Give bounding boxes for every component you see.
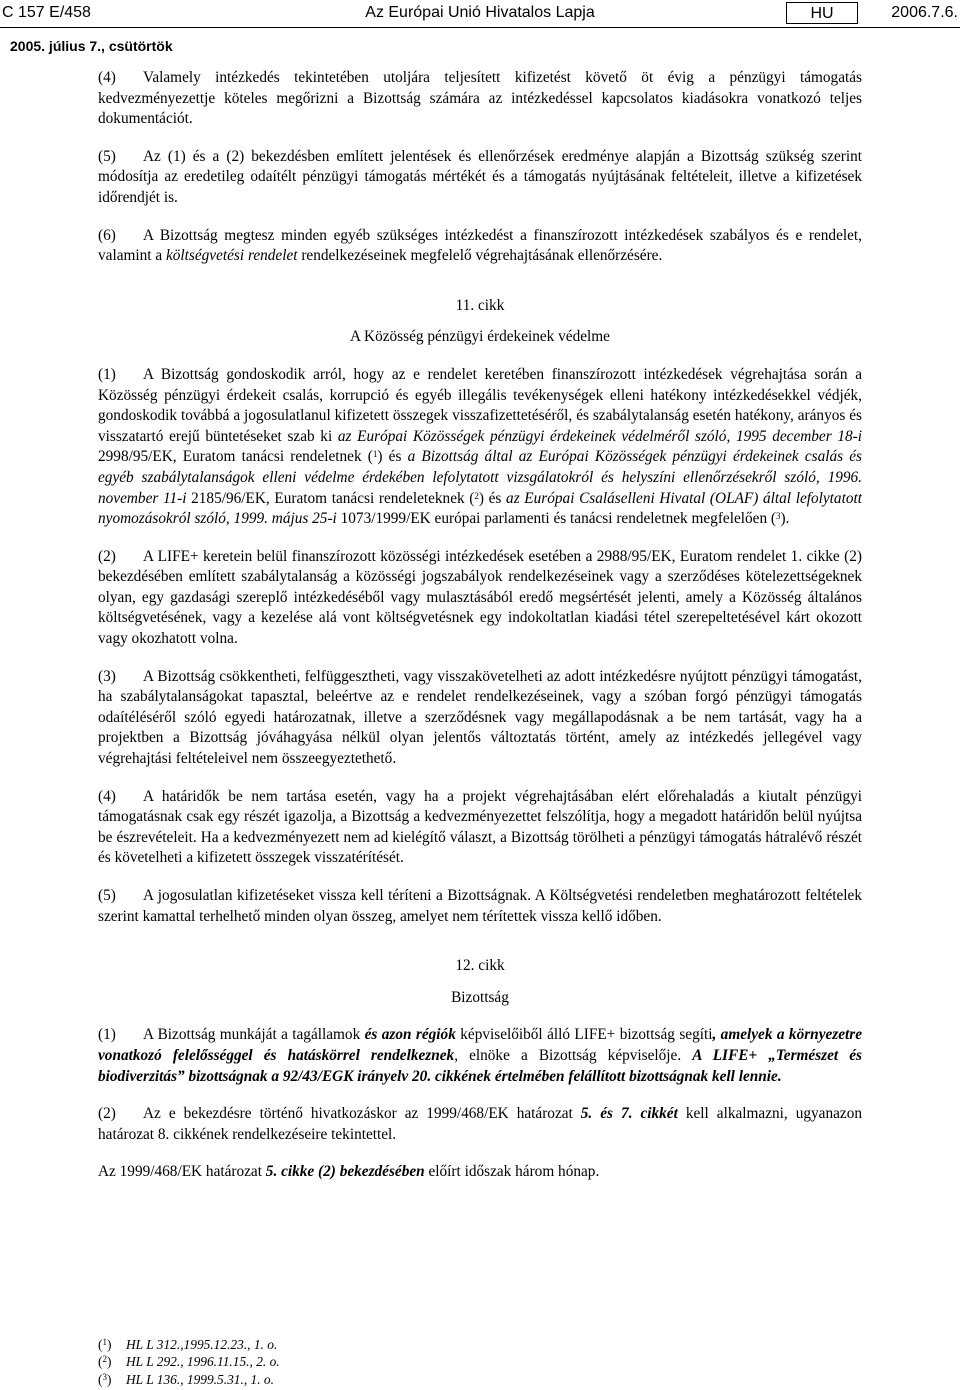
header-rule: [0, 27, 960, 28]
footnote-ref-2[interactable]: 2: [474, 490, 479, 501]
paragraph-text: A határidők be nem tartása esetén, vagy ha a projekt végrehajtásában elért előrehaladás a kiutalt pénzügyi támogatásnak csak egy részét igazolja, a Bizottság a kedvezményezettet felszólítja, hogy a megadott határidőn belül nyújtsa be észrevételeit. Ha a kedvezményezett nem ad kielégítő választ, a Bizottság törölheti a pénzügyi támogatás hátralévő részét és követelheti a kifizetett összegek visszatérítését.: [98, 787, 862, 867]
paragraph-11-4: [98, 787, 862, 869]
paragraph-text: Az e bekezdésre történő hivatkozáskor az 1999/468/EK határozat: [143, 1105, 581, 1123]
paragraph-text: , elnöke a Bizottság képviselője.: [454, 1046, 693, 1064]
paragraph-text: rendelkezéseinek megfelelő végrehajtásának ellenőrzésére.: [297, 247, 663, 265]
footnote-ref-3[interactable]: 3: [776, 511, 781, 522]
paragraph-10-4: [98, 68, 862, 130]
paragraph-10-5: [98, 147, 862, 209]
amendment-bold-italic-text: 5. cikke (2) bekezdésében: [265, 1163, 425, 1181]
paragraph-text: A Bizottság gondoskodik arról, hogy az e rendelet keretében finanszírozott intézkedések végrehajtása során a Közösség pénzügyi érdekeit csalás, korrupció és egyéb illegális tevékenységek elleni hatékony intézkedésekkel védjék, gondoskodik továbbá a jogosulatlanul kifizetett összegek visszafizettetéséről, és szabálytalanság esetén hatékony, arányos és visszatartó erejű büntetéseket szab ki: [98, 365, 862, 445]
paragraph-text: kell alkalmazni, ugyanazon határozat 8. cikkének rendelkezéseire tekintettel.: [98, 1105, 862, 1143]
amendment-bold-italic-text: 5. és 7. cikkét: [580, 1105, 678, 1123]
paragraph-italic-text: költségvetési rendelet: [165, 247, 298, 265]
paragraph-text: 2185/96/EK, Euratom tanácsi rendeleteknek (: [186, 489, 475, 507]
paragraph-number: (1): [98, 1026, 116, 1044]
paragraph-text: ).: [780, 510, 790, 528]
paragraph-11-3: [98, 667, 862, 770]
article-11-title: A Közösség pénzügyi érdekeinek védelme: [350, 328, 610, 346]
footnote-text: HL L 292., 1996.11.15., 2. o.: [126, 1354, 280, 1370]
paragraph-text: A Bizottság csökkentheti, felfüggesztheti, vagy visszakövetelheti az adott intézkedésre nyújtott pénzügyi támogatást, ha szabálytalanságokat tapasztal, beleértve az e rendelet rendelkezéseinek, vagy a szóban forgó pénzügyi támogatás odaítéléséről szóló egyedi határozatnak, illetve a szerződésnek vagy megállapodásnak a be nem tartását, vagy ha a projektben a Bizottság jóváhagyása nélkül olyan jelentős változtatás történt, amely az intézkedés jellegével vagy végrehajtási feltételeivel nem összeegyeztethető.: [98, 667, 862, 768]
paragraph-number: (2): [98, 1105, 116, 1123]
amendment-bold-italic-text: , amelyek a környezetre vonatkozó felelősséggel és hatáskörrel rendelkeznek: [98, 1026, 863, 1064]
paragraph-text: 1073/1999/EK európai parlamenti és tanácsi rendeletnek megfelelően (: [336, 510, 777, 528]
paragraph-number: (1): [98, 365, 116, 383]
paragraph-12-2: [98, 1104, 862, 1145]
journal-reference: C 157 E/458: [2, 4, 91, 21]
paragraph-number: (4): [98, 69, 116, 86]
footnote-3: ($^3$) HL L 136., 1999.5.31., 1. o.: [98, 1371, 274, 1387]
paragraph-number: (3): [98, 667, 116, 685]
footnote-number: 3: [102, 1371, 107, 1382]
paragraph-number: (2): [98, 547, 116, 565]
paragraph-11-2: [98, 547, 862, 650]
session-dateline: 2005. július 7., csütörtök: [10, 38, 173, 54]
paragraph-text: 2998/95/EK, Euratom tanácsi rendeletnek (: [98, 448, 373, 466]
amendment-bold-italic-text: A LIFE+ „Természet és biodiverzitás” bizottságnak a 92/43/EGK irányelv 20. cikkének értelmében felállított bizottságnak kell lennie.: [98, 1046, 862, 1085]
paragraph-number: (4): [98, 787, 116, 805]
paragraph-text: Az 1999/468/EK határozat: [98, 1163, 266, 1181]
paragraph-italic-text: a Bizottság által az Európai Közösségek pénzügyi érdekeinek csalás és egyéb szabálytalanságok elleni védelme érdekében lefolytatott vizsgálatokról és helyszíni ellenőrzésekről szóló, 1996. november 11-i: [98, 448, 862, 507]
paragraph-text: A Bizottság munkáját a tagállamok: [143, 1026, 365, 1044]
page-header: [2, 2, 958, 26]
paragraph-number: (5): [98, 887, 116, 904]
article-12-title: Bizottság: [451, 988, 509, 1006]
paragraph-text: Az (1) és a (2) bekezdésben említett jelentések és ellenőrzések eredménye alapján a Bizottság szükség szerint módosítja az eredetileg odaítélt pénzügyi támogatás mértékét és a támogatás nyújtásának feltételeit, illetve a kifizetések időrendjét is.: [98, 147, 862, 206]
footnote-number: 1: [102, 1337, 107, 1347]
paragraph-number: (5): [98, 147, 116, 165]
footnotes: [98, 1336, 698, 1388]
paragraph-10-6: [98, 226, 862, 267]
footnote-1: ($^1$) HL L 312.,1995.12.23., 1. o.: [98, 1337, 278, 1352]
article-11-number: 11. cikk: [455, 296, 505, 314]
paragraph-12-3: [98, 1162, 862, 1183]
paragraph-text: képviselőiből álló LIFE+ bizottság segíti: [455, 1026, 713, 1044]
paragraph-italic-text: az Európai Csaláselleni Hivatal (OLAF) által lefolytatott nyomozásokról szóló, 1999. május 25-i: [98, 489, 862, 528]
publication-date: 2006.7.6.: [891, 4, 958, 21]
paragraph-italic-text: az Európai Közösségek pénzügyi érdekeinek védelméről szóló, 1995 december 18-i: [337, 427, 862, 445]
document-body: [98, 68, 862, 1200]
paragraph-text: Valamely intézkedés tekintetében utoljára teljesített kifizetést követő öt évig a pénzügyi támogatás kedvezményezettje köteles megőrizni a Bizottság számára az intézkedéssel kapcsolatos kiadásokra vonatkozó teljes dokumentációt.: [98, 69, 862, 128]
footnote-ref-1[interactable]: 1: [372, 449, 378, 460]
paragraph-text: ) és: [377, 448, 408, 466]
paragraph-text: ) és: [478, 489, 507, 507]
language-badge: HU: [786, 2, 858, 24]
paragraph-number: (6): [98, 226, 116, 244]
paragraph-text: A jogosulatlan kifizetéseket vissza kell téríteni a Bizottságnak. A Költségvetési rendeletben meghatározott feltételek szerint kamattal terhelhető minden olyan összeg, amelyet nem térítettek vissza kellő időben.: [98, 887, 862, 925]
footnote-text: HL L 312.,1995.12.23., 1. o.: [126, 1337, 278, 1352]
paragraph-text: A LIFE+ keretein belül finanszírozott közösségi intézkedések esetében a 2988/95/EK, Euratom rendelet 1. cikke (2) bekezdésében említett szabálytalanság a közösségi jogszabályok rendelkezéseinek vagy a szerződéses kötelezettségeknek olyan, egy gazdasági szereplő intézkedéséből vagy mulasztásából eredő megsértését jelenti, amely a Közösség általános költségvetésének, vagy a kezelése alá vont költségvetésnek egy indokoltatlan kiadási tétel szerepeltetésével kárt okozott vagy okozhatott volna.: [98, 547, 862, 648]
paragraph-11-1: [98, 365, 862, 530]
journal-title: Az Európai Unió Hivatalos Lapja: [365, 4, 595, 21]
footnote-2: ($^2$) HL L 292., 1996.11.15., 2. o.: [98, 1354, 280, 1370]
amendment-bold-italic-text: és azon régiók: [364, 1026, 456, 1044]
footnote-number: 2: [102, 1354, 107, 1365]
paragraph-12-1: [98, 1025, 862, 1087]
article-12-number: 12. cikk: [455, 957, 505, 975]
footnote-text: HL L 136., 1999.5.31., 1. o.: [126, 1371, 274, 1387]
paragraph-text: A Bizottság megtesz minden egyéb szükséges intézkedést a finanszírozott intézkedések szabályos és e rendelet, valamint a: [98, 226, 862, 265]
paragraph-11-5: [98, 886, 862, 927]
paragraph-text: előírt időszak három hónap.: [424, 1163, 600, 1181]
